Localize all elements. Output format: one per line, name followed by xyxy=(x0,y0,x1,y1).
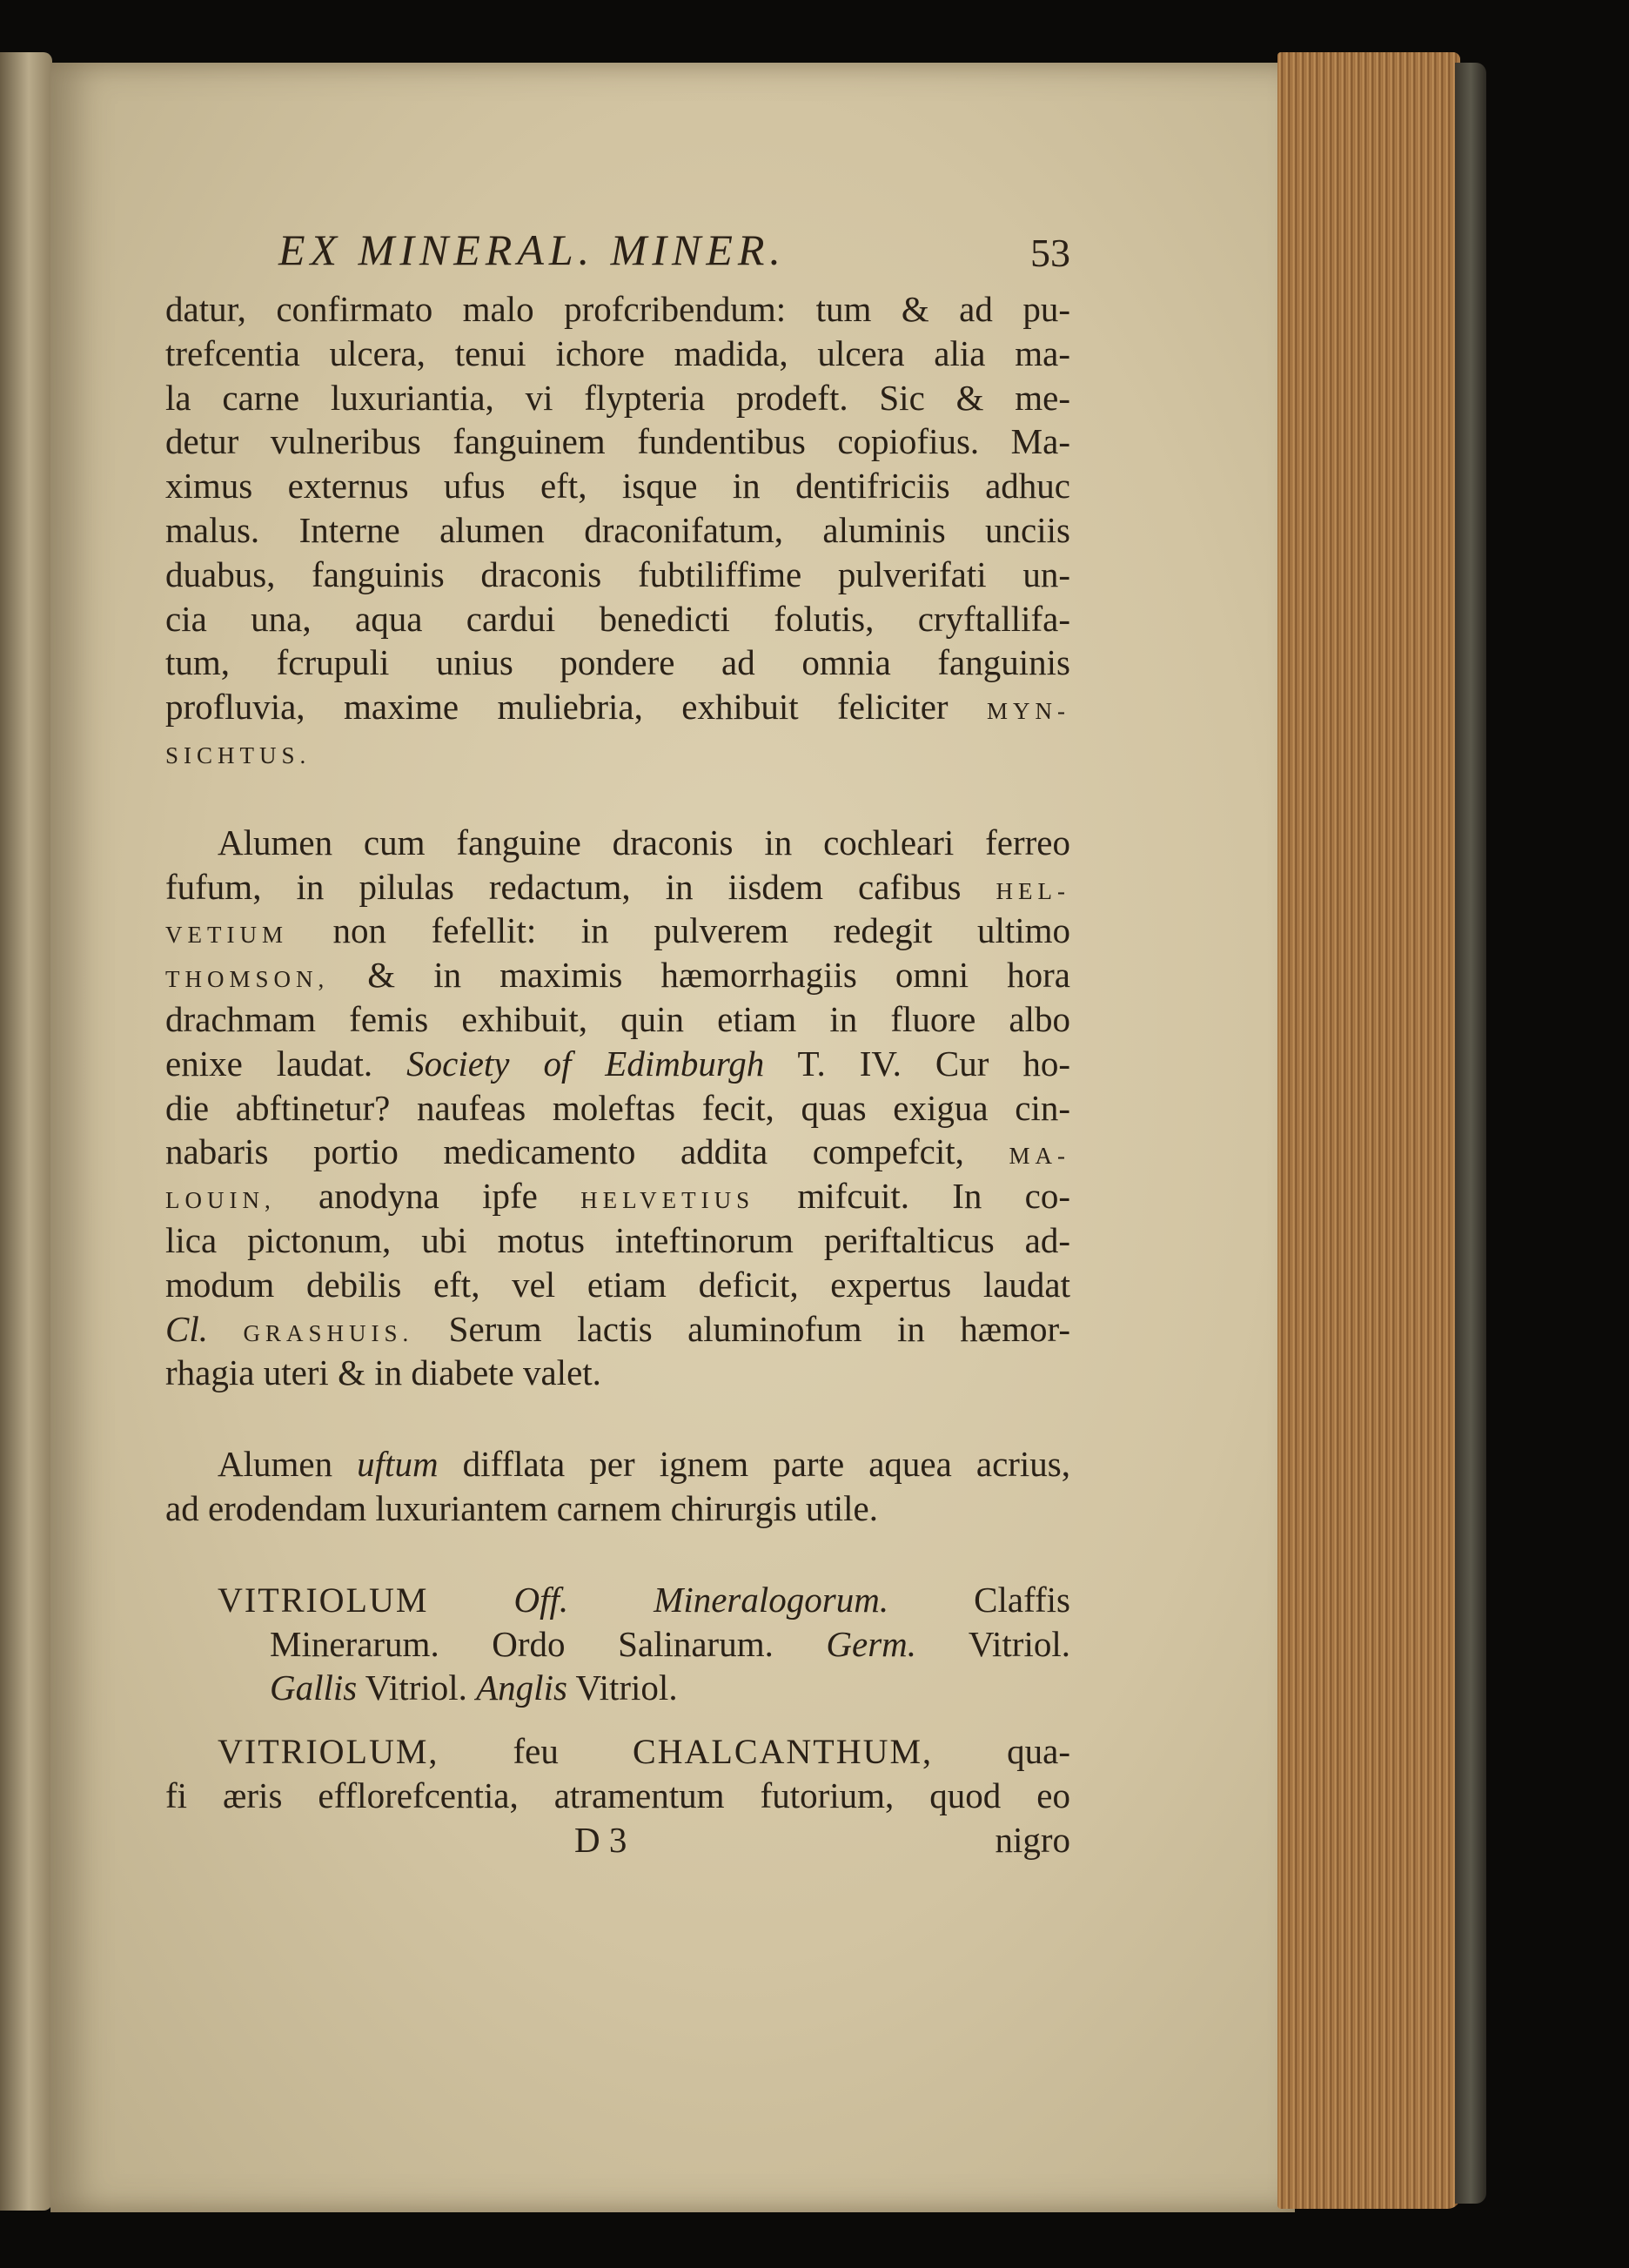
catchword: nigro xyxy=(995,1819,1070,1860)
text-line xyxy=(165,1622,1070,1667)
paragraph-2 xyxy=(165,821,1070,1395)
text-line xyxy=(165,1042,1070,1086)
text-line: cia una, aqua cardui benedicti folutis, cryftallifa- xyxy=(165,598,1070,639)
text-segment: Cl. xyxy=(165,1308,208,1349)
text-line: die abftinetur? naufeas moleftas fecit, quas exigua cin- xyxy=(165,1087,1070,1128)
vitriolum-entry xyxy=(165,1578,1070,1710)
book-binding xyxy=(1455,63,1486,2204)
text-segment: difflata per ignem parte aquea acrius, xyxy=(462,1444,1071,1485)
text-line xyxy=(165,1666,1070,1710)
entry-heading: VITRIOLUM xyxy=(218,1580,429,1620)
text-segment: T. IV. Cur ho- xyxy=(797,1043,1070,1084)
signature-mark: D 3 xyxy=(574,1819,627,1860)
text-line xyxy=(165,1174,1070,1218)
paragraph-gap xyxy=(165,1710,1070,1729)
author-name: LOUIN, xyxy=(165,1187,276,1214)
paragraph-3 xyxy=(165,1442,1070,1531)
author-name: VETIUM xyxy=(165,922,288,949)
text-line: detur vulneribus fanguinem fundentibus copiofius. Ma- xyxy=(165,421,1070,462)
text-segment: Off. Mineralogorum. xyxy=(513,1579,889,1620)
citation: Society of Edimburgh xyxy=(406,1043,765,1084)
page-number: 53 xyxy=(1030,231,1070,275)
paragraph-1 xyxy=(165,287,1070,774)
paragraph-gap xyxy=(165,1395,1070,1442)
text-line: Alumen cum fanguine draconis in cochleari ferreo xyxy=(218,822,1070,862)
text-line xyxy=(165,865,1070,909)
author-name: HEL- xyxy=(996,877,1071,904)
paragraph-gap xyxy=(165,1531,1070,1578)
text-line: drachmam femis exhibuit, quin etiam in fluore albo xyxy=(165,998,1070,1039)
text-segment: non fefellit: in pulverem redegit ultimo xyxy=(332,910,1071,951)
footer-line xyxy=(165,1818,1070,1862)
text-line: datur, confirmato malo profcribendum: tum & ad pu- xyxy=(165,289,1070,329)
text-line: lica pictonum, ubi motus inteftinorum periftalticus ad- xyxy=(165,1219,1070,1260)
text-segment: & in maximis hæmorrhagiis omni hora xyxy=(367,955,1071,996)
paragraph-4 xyxy=(165,1729,1070,1818)
text-segment: feu xyxy=(513,1731,559,1772)
text-line: fi æris efflorefcentia, atramentum futorium, quod eo xyxy=(165,1775,1070,1815)
text-line: la carne luxuriantia, vi flypteria prodeft. Sic & me- xyxy=(165,377,1070,418)
text-line: modum debilis eft, vel etiam deficit, expertus laudat xyxy=(165,1264,1070,1305)
author-name: GRASHUIS. xyxy=(243,1319,414,1346)
text-line xyxy=(165,1130,1070,1174)
author-name: MYN- xyxy=(987,698,1070,725)
text-segment: anodyna ipfe xyxy=(318,1176,538,1217)
facing-page-edge xyxy=(0,52,52,2211)
text-line xyxy=(165,1729,1070,1774)
text-line xyxy=(165,1578,1070,1622)
text-line xyxy=(165,729,1070,774)
text-segment: Vitriol. xyxy=(365,1667,467,1708)
text-segment: fufum, in pilulas redactum, in iisdem cafibus xyxy=(165,866,962,907)
text-line: trefcentia ulcera, tenui ichore madida, ulcera alia ma- xyxy=(165,332,1070,373)
text-segment: Gallis xyxy=(270,1667,358,1708)
text-segment: qua- xyxy=(1007,1731,1070,1772)
text-line: rhagia uteri & in diabete valet. xyxy=(165,1352,601,1393)
text-segment: mifcuit. In co- xyxy=(797,1176,1071,1217)
text-line: tum, fcrupuli unius pondere ad omnia fanguinis xyxy=(165,642,1070,683)
text-segment: Minerarum. Ordo Salinarum. xyxy=(270,1623,774,1664)
text-segment: Serum lactis aluminofum in hæmor- xyxy=(448,1308,1070,1349)
text-line xyxy=(165,1442,1070,1486)
text-segment: uftum xyxy=(357,1444,439,1485)
author-name: THOMSON, xyxy=(165,966,330,993)
text-line: duabus, fanguinis draconis fubtiliffime pulverifati un- xyxy=(165,554,1070,594)
text-line: ad erodendam luxuriantem carnem chirurgis utile. xyxy=(165,1487,878,1528)
text-line xyxy=(165,1307,1070,1352)
text-line xyxy=(165,953,1070,997)
text-line: malus. Interne alumen draconifatum, aluminis unciis xyxy=(165,509,1070,550)
text-segment: enixe laudat. xyxy=(165,1043,373,1084)
paragraph-gap xyxy=(165,774,1070,821)
text-segment: Vitriol. xyxy=(968,1623,1070,1664)
text-segment: Anglis xyxy=(476,1667,567,1708)
text-segment: Claffis xyxy=(974,1579,1071,1620)
entry-heading: VITRIOLUM, xyxy=(218,1732,439,1772)
page-fore-edge xyxy=(1277,52,1460,2209)
author-name: MA- xyxy=(1009,1143,1070,1170)
text-segment: Vitriol. xyxy=(575,1667,678,1708)
text-line xyxy=(165,685,1070,729)
text-segment: profluvia, maxime muliebria, exhibuit feliciter xyxy=(165,687,949,728)
text-segment: Germ. xyxy=(826,1623,917,1664)
text-line: ximus externus ufus eft, isque in dentifriciis adhuc xyxy=(165,466,1070,507)
author-name: HELVETIUS xyxy=(580,1187,755,1214)
text-segment: Alumen xyxy=(218,1444,333,1485)
page-text xyxy=(165,287,1070,1862)
entry-heading: CHALCANTHUM, xyxy=(632,1732,934,1772)
author-name: SICHTUS. xyxy=(165,741,312,768)
text-line xyxy=(165,909,1070,953)
running-title: EX MINERAL. MINER. xyxy=(278,225,786,274)
running-header xyxy=(278,218,1070,278)
text-segment: nabaris portio medicamento addita compefcit, xyxy=(165,1131,964,1172)
